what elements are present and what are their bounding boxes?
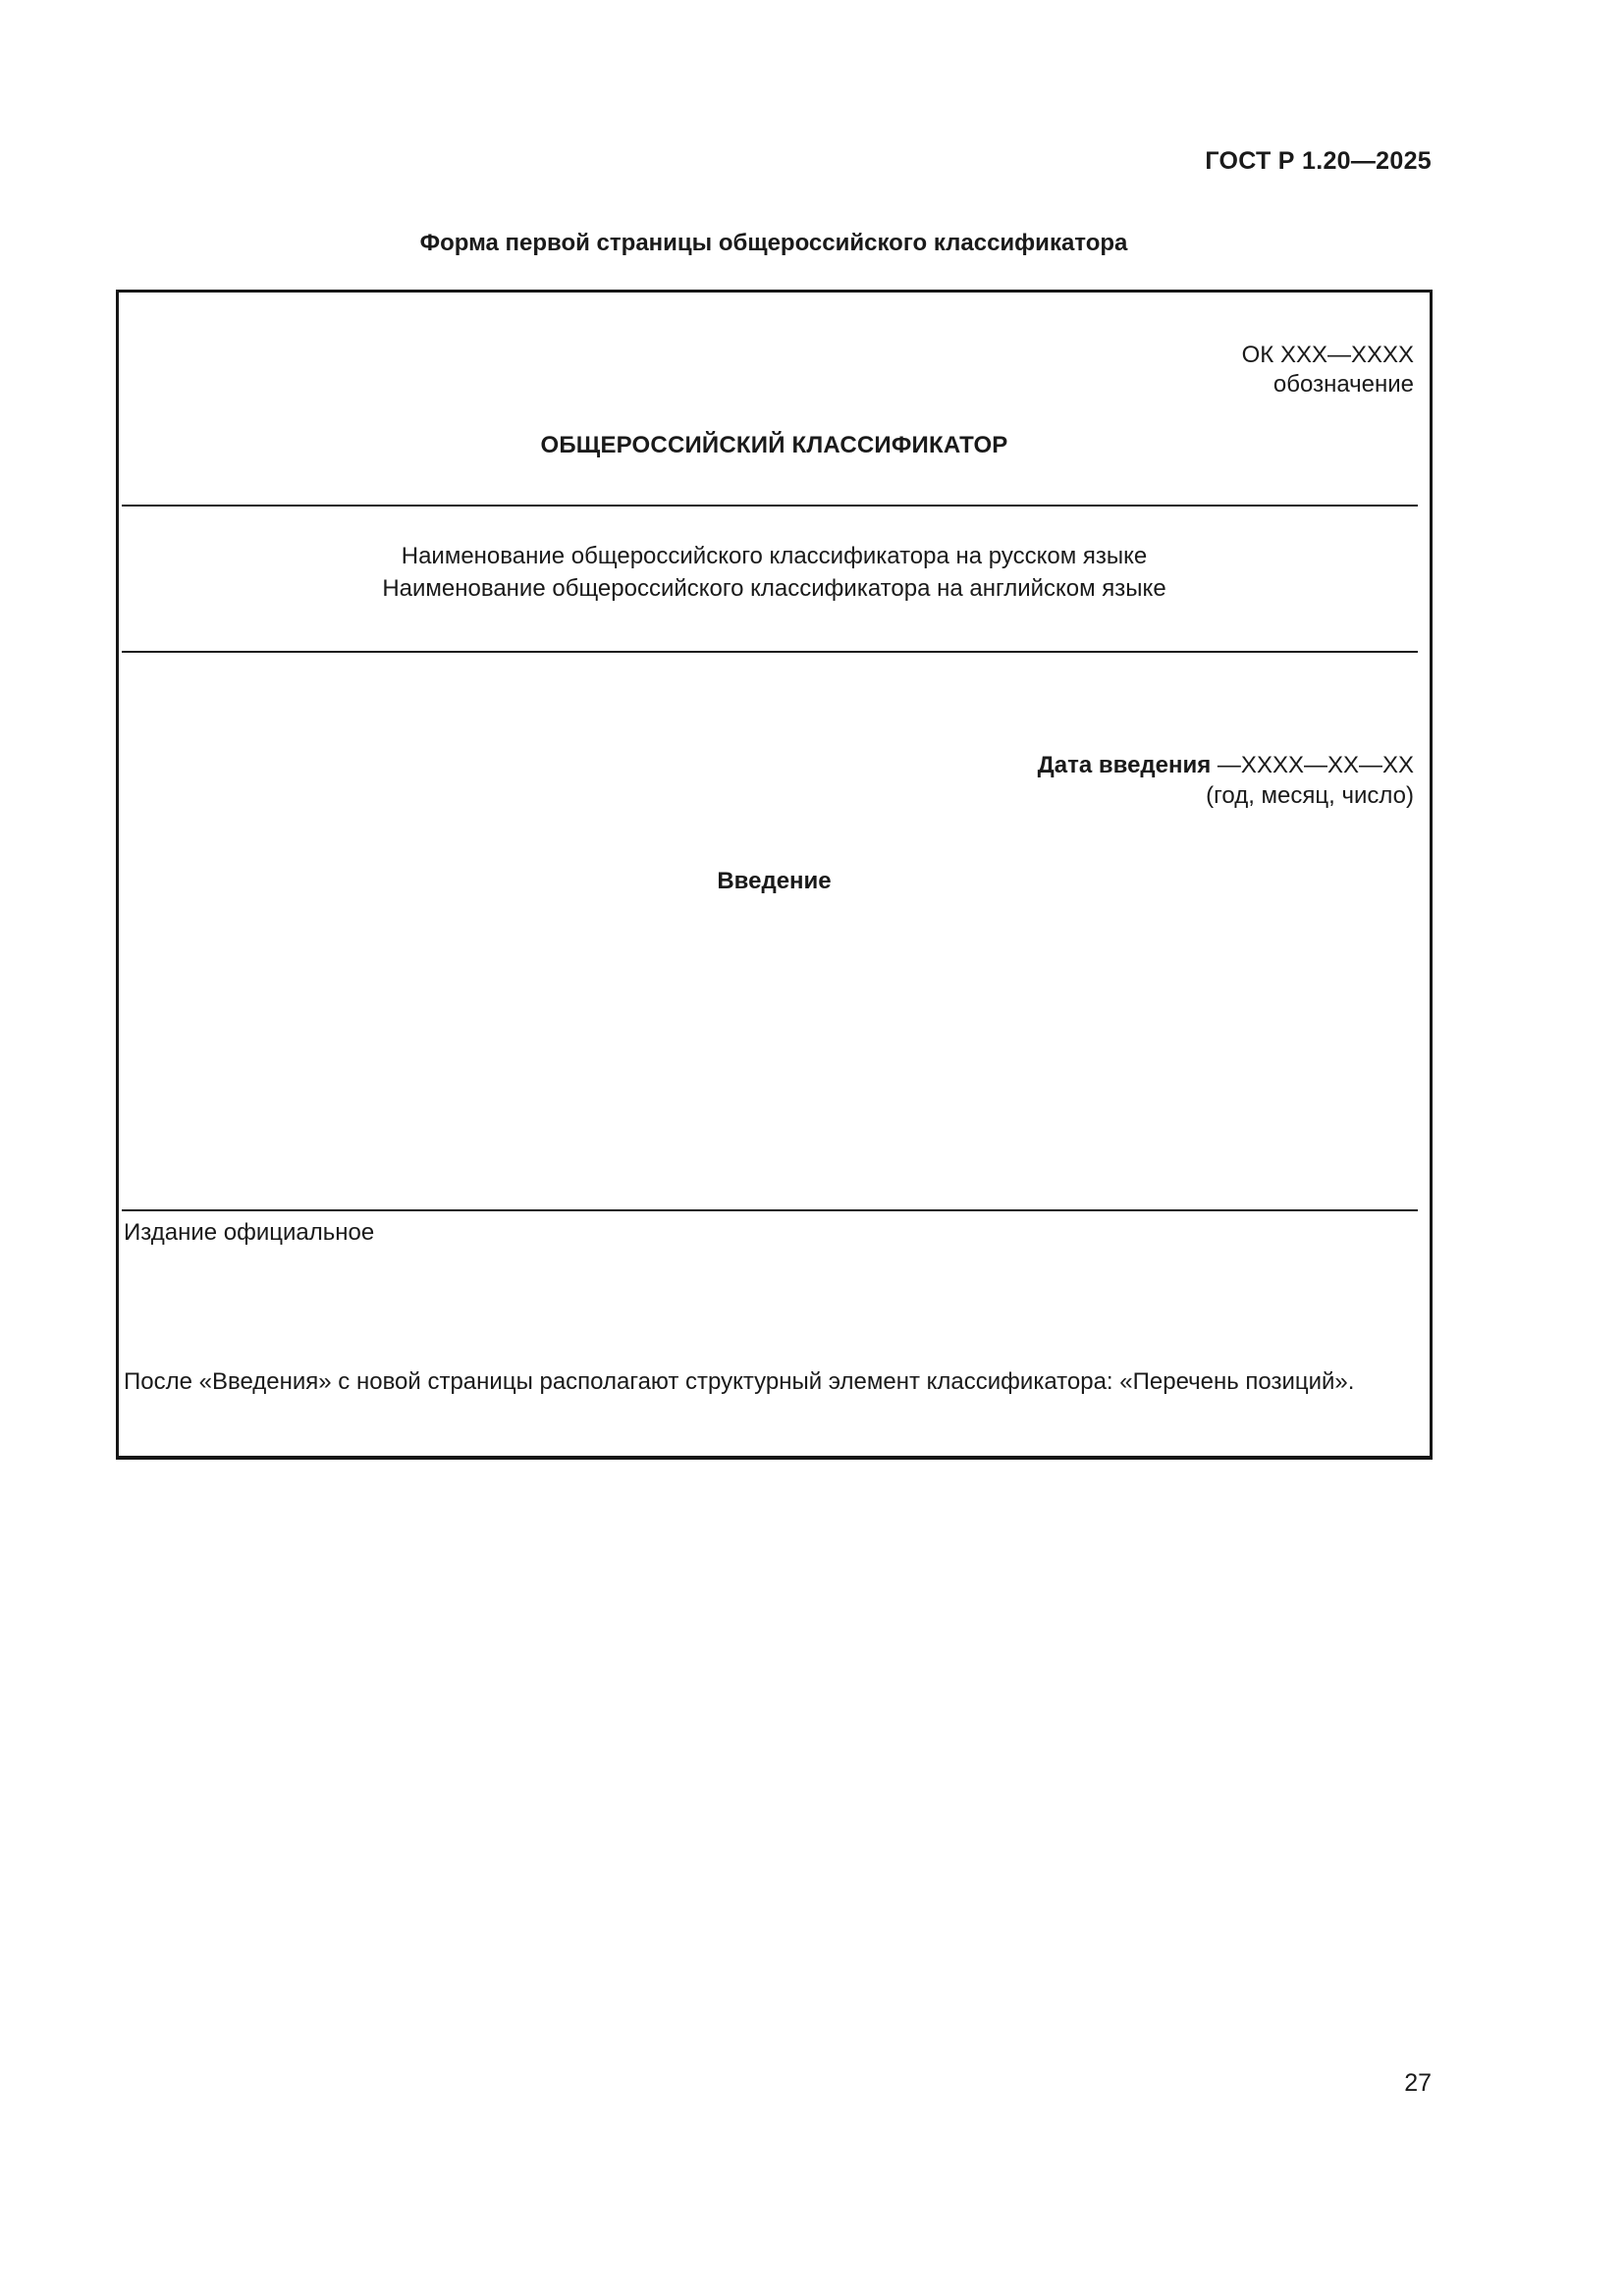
introduction-date-line xyxy=(119,750,1414,780)
classifier-heading: ОБЩЕРОССИЙСКИЙ КЛАССИФИКАТОР xyxy=(540,432,1008,458)
designation-code: ОК XXX—XXXX xyxy=(1241,342,1414,368)
designation-label: обозначение xyxy=(1272,371,1414,398)
introduction-date-block xyxy=(119,750,1430,811)
note-paragraph: После «Введения» с новой страницы располагают структурный элемент классификатора: «Перечень позиций». xyxy=(124,1368,1355,1395)
introduction-heading: Введение xyxy=(717,868,832,894)
standard-number-header: ГОСТ Р 1.20—2025 xyxy=(1205,147,1432,175)
separator-line-bottom xyxy=(122,1209,1418,1211)
classifier-name-russian: Наименование общероссийского классификатора на русском языке xyxy=(401,543,1148,569)
classifier-names-block xyxy=(119,540,1430,605)
introduction-date-hint: (год, месяц, число) xyxy=(1206,782,1414,809)
designation-block xyxy=(119,341,1430,400)
page-number: 27 xyxy=(1404,2069,1432,2097)
official-edition-label: Издание официальное xyxy=(124,1219,375,1246)
classifier-name-english: Наименование общероссийского классификатора на английском языке xyxy=(382,575,1166,602)
introduction-date-value: —XXXX—XX—XX xyxy=(1211,752,1414,778)
separator-line-top xyxy=(122,505,1418,507)
classifier-form-box xyxy=(116,290,1433,1460)
page-title: Форма первой страницы общероссийского классификатора xyxy=(419,230,1128,256)
separator-line-middle xyxy=(122,651,1418,653)
introduction-date-label: Дата введения xyxy=(1037,752,1212,778)
